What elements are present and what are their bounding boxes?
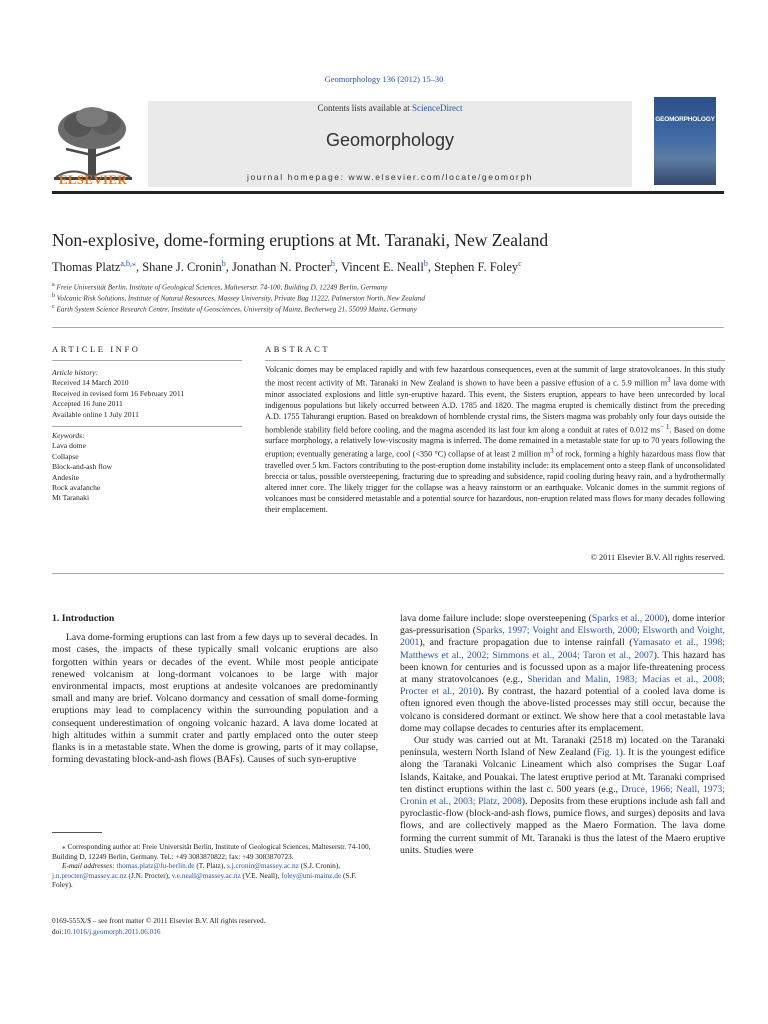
spacer xyxy=(52,625,378,632)
email-link[interactable]: s.j.cronin@massey.ac.nz xyxy=(227,861,299,871)
history-label: Article history: xyxy=(52,368,99,377)
section-heading: 1. Introduction xyxy=(52,613,115,624)
email-owner: (T. Platz), xyxy=(194,861,227,871)
author-affil-link[interactable]: b xyxy=(423,259,428,268)
doi-prefix: doi: xyxy=(52,927,64,936)
affiliation-marker: c xyxy=(52,304,55,310)
corresponding-author: ⁎ Corresponding author at: Freie Universität Berlin, Institute of Geological Sciences, Malteserstr. 74-100, Building D, 12249 Berlin, Germany. Tel.: +49 3083870822; fax: +49 3083870723. xyxy=(52,842,371,861)
article-info xyxy=(52,368,242,504)
paragraph: Lava dome-forming eruptions can last from a few days up to several decades. In most cases, the impacts of these typically small volcanic eruptions are also forgotten within years or decades of the event. While most people anticipate renewed volcanism at long-dormant volcanoes to be large with major environmental impacts, most eruptions at andesite volcanoes are predominantly small and many are brief. Volcano dormancy and cessation of small dome-forming eruptions may lead to complacency within the surrounding population and a consequent underestimation of ongoing volcanic hazard. A lava dome located at high altitudes within a summit crater and partly emplaced onto the outer steep flanks is in a metastable state. When the dome is growing, parts of it may collapse, forming devastating block-and-ash flows (BAFs). Causes of such syn-eruptive xyxy=(52,632,378,766)
affiliation-marker: b xyxy=(52,293,55,299)
abstract-bottom-rule xyxy=(52,573,724,574)
contents-line xyxy=(148,103,632,113)
contents-prefix: Contents lists available at xyxy=(317,103,412,113)
abstract-part: . Based on dome surface morphology, a relatively low-viscosity magma is inferred. The dome remained in a metastable state for up to 70 years following the eruption; eventually generating a large, cool (<350 °C) collapse of at least 2 million m xyxy=(265,425,725,460)
affiliation-text: Volcanic Risk Solutions, Institute of Natural Resources, Massey University, Private Bag 11222, Palmerston North, New Zealand xyxy=(56,294,425,303)
article-info-rule xyxy=(52,360,242,361)
publisher-wordmark: ELSEVIER xyxy=(58,172,128,187)
footnote-rule xyxy=(52,832,102,833)
history-item: Accepted 16 June 2011 xyxy=(52,399,123,409)
abstract-part: of rock, forming a highly hazardous mass flow that travelled over 5 km. Factors contributing to the post-eruption dome instability include: its emplacement onto a steep flank of unconsolidated breccia or talus, possible oversteepening, fracturing due to spreading and subsidence, rapid cooling during heavy rain, and a hydrothermally altered inner core. The likely trigger for the collapse was a heavy rainstorm or an earthquake. Volcanic domes in the summit regions of volcanoes must be considered metastable and a potential source for hazardous, non-eruption related mass flows for many decades following their emplacement. xyxy=(265,450,726,515)
author-name: Vincent E. Neall xyxy=(340,260,424,275)
paragraph xyxy=(400,735,725,857)
text-run: lava dome failure include: slope oversteepening ( xyxy=(400,613,592,624)
front-matter xyxy=(52,915,378,937)
journal-cover-image xyxy=(654,97,716,185)
paragraph xyxy=(400,613,725,735)
journal-name: Geomorphology xyxy=(325,130,455,150)
author-affil-link[interactable]: c xyxy=(518,259,522,268)
reference-link[interactable]: Sparks, 1997; Voight and Elsworth, 2000; Elsworth and Voight, 2001 xyxy=(400,625,725,649)
email-owner: (S.F. Foley). xyxy=(52,870,357,890)
email-link[interactable]: foley@uni-mainz.de xyxy=(281,870,342,880)
doi-line xyxy=(52,926,378,937)
journal-citation-link[interactable]: Geomorphology 136 (2012) 15–30 xyxy=(324,74,444,84)
keywords-label: Keywords: xyxy=(52,431,85,441)
journal-cover-title: GEOMORPHOLOGY xyxy=(655,116,715,123)
author-name: Thomas Platz xyxy=(52,260,121,275)
email-owner: (J.N. Procter), xyxy=(126,870,172,880)
article-info-heading: ARTICLE INFO xyxy=(52,344,141,354)
email-link[interactable]: j.n.procter@massey.ac.nz xyxy=(52,870,127,880)
abstract-rule xyxy=(265,360,725,361)
email-link[interactable]: v.e.neall@massey.ac.nz xyxy=(171,870,241,880)
author-name: Jonathan N. Procter xyxy=(231,260,331,275)
text-run: ). This hazard has been known for centuries and is focussed upon as a major life-threatening process at many stratovolcanoes (e.g., xyxy=(400,649,725,686)
abstract-sup: − 1 xyxy=(660,423,670,431)
abstract-text xyxy=(265,364,725,515)
title-block-rule xyxy=(52,327,724,328)
author-affil-link[interactable]: a,b,⁎ xyxy=(120,259,136,268)
affiliation xyxy=(52,304,417,313)
abstract-copyright: © 2011 Elsevier B.V. All rights reserved. xyxy=(590,553,725,562)
author-sep: , xyxy=(427,260,435,275)
history-item: Received in revised form 16 February 2011 xyxy=(52,388,185,398)
author-list xyxy=(52,259,522,275)
email-addresses xyxy=(52,861,378,890)
reference-link[interactable]: Sheridan and Malin, 1983; Macias et al., 2008; Procter et al., 2010 xyxy=(400,674,725,698)
keywords-rule xyxy=(52,426,242,427)
intro-left-column xyxy=(52,613,378,766)
email-owner: (S.J. Cronin), xyxy=(298,861,341,871)
email-label: E-mail addresses: xyxy=(62,861,115,871)
reference-link[interactable]: Sparks et al., 2000 xyxy=(591,613,665,624)
abstract-heading: ABSTRACT xyxy=(265,344,331,354)
text-run: ), and fracture propagation due to intense rainfall ( xyxy=(419,637,633,649)
figure-link[interactable]: Fig. 1 xyxy=(596,747,620,759)
keyword: Mt Taranaki xyxy=(52,493,90,503)
affiliation-text: Freie Universität Berlin, Institute of Geological Sciences, Malteserstr. 74-100, Building D, 12249 Berlin, Germany xyxy=(56,283,388,292)
abstract-sup: 3 xyxy=(550,448,554,456)
affiliation-marker: a xyxy=(52,282,55,288)
reference-link[interactable]: Yamasato et al., 1998; Matthews et al., 2002; Simmons et al., 2004; Taron et al., 2007 xyxy=(400,637,725,661)
author-affil-link[interactable]: b xyxy=(330,259,335,268)
history-item: Available online 1 July 2011 xyxy=(52,409,139,419)
history-item: Received 14 March 2010 xyxy=(52,378,129,388)
text-run: ). It is the youngest edifice along the Taranaki Volcanic Lineament which also comprises the Sugar Loaf Islands, Kaitake, and Pouakai. The latest eruptive period at Mt. Taranaki comprised ten distinct eruptions within the last c. 500 years (e.g., xyxy=(400,747,725,795)
intro-right-column xyxy=(400,613,725,857)
keyword: Andesite xyxy=(52,472,79,482)
text-run: ), dome interior gas-pressurisation ( xyxy=(400,613,725,637)
keyword: Lava dome xyxy=(52,441,86,451)
email-link[interactable]: thomas.platz@fu-berlin.de xyxy=(116,861,195,871)
keyword: Collapse xyxy=(52,451,79,461)
doi-link[interactable]: 10.1016/j.geomorph.2011.06.016 xyxy=(63,927,161,936)
author-name: Shane J. Cronin xyxy=(142,260,222,275)
issn-line: 0169-555X/$ – see front matter © 2011 Elsevier B.V. All rights reserved. xyxy=(52,916,266,925)
paper-title: Non-explosive, dome-forming eruptions at Mt. Taranaki, New Zealand xyxy=(52,230,549,250)
affiliation xyxy=(52,282,387,291)
text-run: Our study was carried out at Mt. Taranaki (2518 m) located on the Taranaki peninsula, western North Island of New Zealand ( xyxy=(400,735,725,759)
abstract-sup: 3 xyxy=(667,377,671,384)
sciencedirect-link[interactable]: ScienceDirect xyxy=(412,103,463,113)
reference-link[interactable]: Druce, 1966; Neall, 1973; Cronin et al., 2003; Platz, 2008 xyxy=(400,783,725,808)
author-sep: , xyxy=(135,260,143,275)
text-run: ). By contrast, the hazard potential of a cooled lava dome is often ignored even though the above-listed processes may still occur, because the volcano is considered dormant or extinct. We show here that a cool metastable lava dome may collapse decades to centuries after its emplacement. xyxy=(400,686,725,734)
footnote xyxy=(52,842,378,890)
affiliation-text: Earth System Science Research Centre, Institute of Geosciences, University of Mainz, Becherweg 21, 55099 Mainz, Germany xyxy=(56,305,417,314)
author-affil-link[interactable]: b xyxy=(221,259,226,268)
text-run: ). Deposits from these eruptions include ash fall and pyroclastic-flow (block-and-ash flows, pumice flows, and surges) deposits and lava flows, and are collectively mapped as the Maero Formation. The lava dome forming the current summit of Mt. Taranaki is thus the latest of the Maero eruptive units. Studies were xyxy=(400,796,725,856)
abstract-part: lava dome with minor associated explosions and little syn-eruptive hazard. This event, the Sisters eruption, appears to have been unrecorded by local indigenous populations but likely occurred between A.D. 1785 and 1820. The magma erupted is chemically distinct from the preceding A.D. 1755 Tahurangi eruption. Based on breakdown of hornblende crystal rims, the Sisters magma was probably only four days outside the hornblende stability field before cooling, and the magma ascended its last four km along a conduit at rates of 0.012 ms xyxy=(265,378,725,435)
keyword: Block-and-ash flow xyxy=(52,462,113,472)
abstract-part: Volcanic domes may be emplaced rapidly and with few hazardous consequences, even at the summit of large stratovolcanoes. In this study the most recent activity of Mt. Taranaki in New Zealand is shown to have been a passive effusion of a c. 5.9 million m xyxy=(265,365,725,388)
author-sep: , xyxy=(225,260,232,275)
affiliation xyxy=(52,293,425,302)
author-name: Stephen F. Foley xyxy=(434,260,519,275)
journal-homepage[interactable]: journal homepage: www.elsevier.com/locate/geomorph xyxy=(246,172,533,182)
keyword: Rock avalanche xyxy=(52,483,101,493)
author-sep: , xyxy=(334,260,341,275)
email-owner: (V.E. Neall), xyxy=(240,870,282,880)
header-rule xyxy=(52,191,724,194)
